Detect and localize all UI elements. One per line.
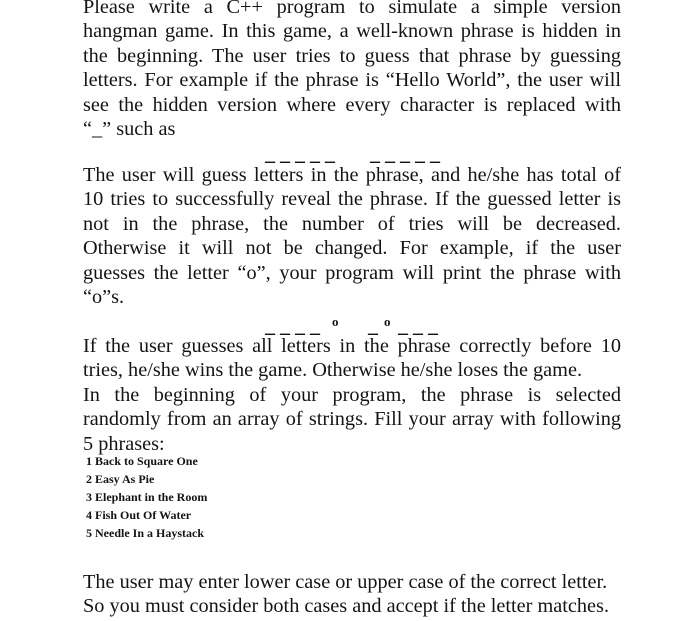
text-line: 10 tries to successfully reveal the phrase. If the guessed letter is [83, 188, 621, 211]
phrase-list [86, 453, 207, 543]
text-line: guesses the letter “o”, your program will print the phrase with [83, 261, 621, 284]
text-line: The user will guess letters in the phrase, and he/she has total of [83, 164, 621, 186]
list-item: 5 Needle In a Haystack [86, 525, 204, 540]
text-line: randomly from an array of strings. Fill your array with following [83, 408, 621, 431]
text-line: 5 phrases: [83, 432, 165, 455]
revealed-letter-2: o [384, 314, 391, 329]
intro-paragraph [83, 0, 621, 141]
case-paragraph [83, 570, 621, 619]
setup-paragraph [83, 334, 621, 456]
text-line: Please write a C++ program to simulate a simple version [83, 0, 621, 18]
text-line: Otherwise it will not be changed. For example, if the user [83, 237, 621, 260]
list-item: 1 Back to Square One [86, 454, 198, 468]
text-line: “_” such as [83, 118, 176, 141]
hidden-word-1: _ _ _ _ _ [265, 143, 335, 165]
text-line: hangman game. In this game, a well-known phrase is hidden in [83, 20, 621, 43]
list-item: 2 Easy As Pie [86, 471, 155, 486]
text-line: see the hidden version where every character is replaced with [83, 93, 621, 116]
revealed-part-2: _ [368, 315, 378, 337]
revealed-letter-1: o [332, 314, 339, 329]
list-item: 3 Elephant in the Room [86, 489, 208, 504]
text-line: tries, he/she wins the game. Otherwise he/she loses the game. [83, 359, 583, 382]
text-line: So you must consider both cases and accept if the letter matches. [83, 595, 610, 618]
list-item: 4 Fish Out Of Water [86, 507, 192, 522]
text-line: In the beginning of your program, the phrase is selected [83, 383, 621, 406]
text-line: the beginning. The user tries to guess that phrase by guessing [83, 44, 621, 67]
text-line: letters. For example if the phrase is “Hello World”, the user will [83, 69, 621, 92]
text-line: The user may enter lower case or upper case of the correct letter. [83, 571, 608, 593]
text-line: not in the phrase, the number of tries will be decreased. [83, 212, 621, 235]
rules-paragraph [83, 163, 621, 309]
revealed-part-3: _ _ _ [398, 315, 438, 337]
text-line: If the user guesses all letters in the phrase correctly before 10 [83, 335, 621, 357]
revealed-part-1: _ _ _ _ [265, 315, 320, 337]
text-line: “o”s. [83, 286, 125, 309]
hidden-word-2: _ _ _ _ _ [370, 143, 440, 165]
